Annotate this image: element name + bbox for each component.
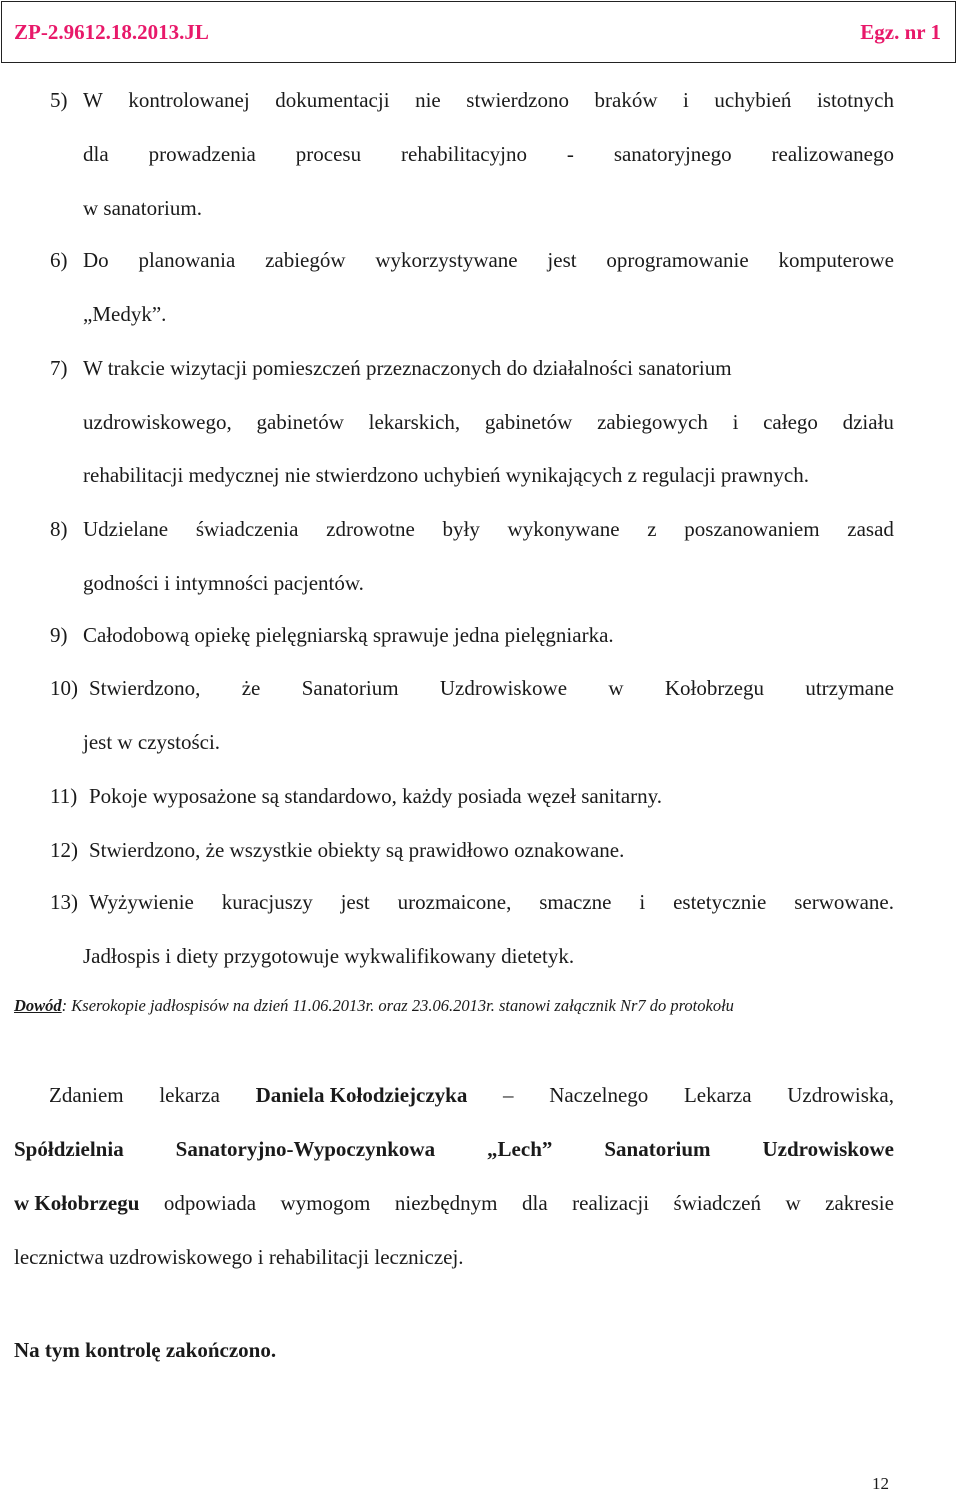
word: planowania [138,248,236,272]
word: działu [842,410,894,434]
word: nie [415,88,441,112]
opinion-word: Uzdrowiska, [787,1083,894,1107]
evidence-label: Dowód [14,996,62,1015]
word: Udzielane [83,517,169,541]
word: kuracjuszy [221,890,313,914]
evidence-text: : Kserokopie jadłospisów na dzień 11.06.2013r. oraz 23.06.2013r. stanowi załącznik Nr7 do protokołu [61,996,734,1015]
word: dla [83,142,109,166]
word: dokumentacji [275,88,390,112]
word: uzdrowiskowego, [83,410,232,434]
item-7-line-3: rehabilitacji medycznej nie stwierdzono uchybień wynikających z regulacji prawnych. [83,463,809,487]
item-10-number: 10) [50,676,78,700]
evidence-note [14,996,734,1016]
word: wykonywane [507,517,620,541]
word: Kołobrzegu [664,676,764,700]
institution-word: Uzdrowiskowe [762,1137,894,1161]
word: całego [763,410,818,434]
word: w [608,676,624,700]
location-name: w Kołobrzegu [14,1191,140,1215]
item-5-line-3: w sanatorium. [83,196,202,220]
opinion-word: Lekarza [683,1083,752,1107]
word: estetycznie [673,890,767,914]
item-8-line-1 [83,517,894,541]
word: i [683,88,689,112]
item-7-number: 7) [50,356,68,380]
word: Uzdrowiskowe [439,676,568,700]
word: - [566,142,574,166]
institution-word: Spółdzielnia [14,1137,124,1161]
opinion-word: Naczelnego [549,1083,649,1107]
word: stwierdzono [466,88,569,112]
word: urozmaicone, [397,890,512,914]
opinion-word: zakresie [825,1191,894,1215]
reference-number: ZP-2.9612.18.2013.JL [14,19,209,44]
opinion-line-1 [49,1083,894,1107]
opinion-word: w [785,1191,801,1215]
word: istotnych [816,88,894,112]
word: utrzymane [805,676,894,700]
opinion-word: dla [521,1191,548,1215]
word: i [732,410,739,434]
word: jest [340,890,370,914]
item-6-line-1 [83,248,894,272]
word: komputerowe [778,248,894,272]
item-12-number: 12) [50,838,78,862]
opinion-word: realizacji [572,1191,650,1215]
word: zabiegowych [597,410,708,434]
word: serwowane. [794,890,894,914]
opinion-word: niezbędnym [394,1191,498,1215]
opinion-word: odpowiada [163,1191,257,1215]
opinion-line-3 [14,1191,894,1215]
item-5-line-2 [83,142,894,166]
word: kontrolowanej [128,88,250,112]
word: braków [594,88,658,112]
word: lekarskich, [368,410,461,434]
opinion-word: lekarza [159,1083,220,1107]
institution-word: „Lech” [487,1137,553,1161]
document-header [1,1,956,63]
item-13-line-1 [89,890,894,914]
institution-word: Sanatorium [604,1137,711,1161]
institution-word: Sanatoryjno-Wypoczynkowa [175,1137,436,1161]
opinion-line-4: lecznictwa uzdrowiskowego i rehabilitacji leczniczej. [14,1245,464,1269]
item-9-line-1: Całodobową opiekę pielęgniarską sprawuje jedna pielęgniarka. [83,623,614,647]
item-11-number: 11) [50,784,78,808]
item-6-number: 6) [50,248,68,272]
item-13-number: 13) [50,890,78,914]
item-8-line-2: godności i intymności pacjentów. [83,571,364,595]
word: zdrowotne [326,517,415,541]
doctor-name: Daniela Kołodziejczyka [255,1083,468,1107]
word: sanatoryjnego [613,142,732,166]
word: Stwierdzono, [89,676,201,700]
word: były [442,517,480,541]
opinion-word: świadczeń [673,1191,762,1215]
item-9-number: 9) [50,623,68,647]
opinion-word: wymogom [280,1191,371,1215]
word: oprogramowanie [606,248,749,272]
opinion-line-2 [14,1137,894,1161]
word: procesu [295,142,362,166]
word: prowadzenia [148,142,256,166]
copy-number: Egz. nr 1 [860,19,941,44]
item-11-line-1: Pokoje wyposażone są standardowo, każdy posiada węzeł sanitarny. [89,784,663,808]
opinion-word: – [503,1083,514,1107]
item-13-line-2: Jadłospis i diety przygotowuje wykwalifikowany dietetyk. [83,944,575,968]
word: gabinetów [484,410,573,434]
word: Do [83,248,109,272]
item-8-number: 8) [50,517,68,541]
word: że [241,676,261,700]
item-12-line-1: Stwierdzono, że wszystkie obiekty są prawidłowo oznakowane. [89,838,625,862]
word: świadczenia [195,517,299,541]
word: W [83,88,103,112]
word: jest [547,248,577,272]
word: Sanatorium [301,676,399,700]
word: Wyżywienie [89,890,194,914]
item-6-line-2: „Medyk”. [83,302,167,326]
word: i [639,890,646,914]
item-7-line-1: W trakcie wizytacji pomieszczeń przeznaczonych do działalności sanatorium [83,356,732,380]
item-10-line-2: jest w czystości. [83,730,221,754]
word: zasad [847,517,894,541]
word: z [647,517,657,541]
item-10-line-1 [89,676,894,700]
opinion-word: Zdaniem [49,1083,124,1107]
page-number: 12 [872,1474,889,1492]
word: rehabilitacyjno [401,142,527,166]
word: uchybień [714,88,792,112]
item-5-line-1 [83,88,894,112]
word: realizowanego [771,142,894,166]
item-5-number: 5) [50,88,68,112]
word: smaczne [539,890,612,914]
closing-statement: Na tym kontrolę zakończono. [14,1338,277,1362]
item-7-line-2 [83,410,894,434]
word: wykorzystywane [375,248,518,272]
word: poszanowaniem [684,517,820,541]
word: zabiegów [265,248,346,272]
word: gabinetów [256,410,344,434]
